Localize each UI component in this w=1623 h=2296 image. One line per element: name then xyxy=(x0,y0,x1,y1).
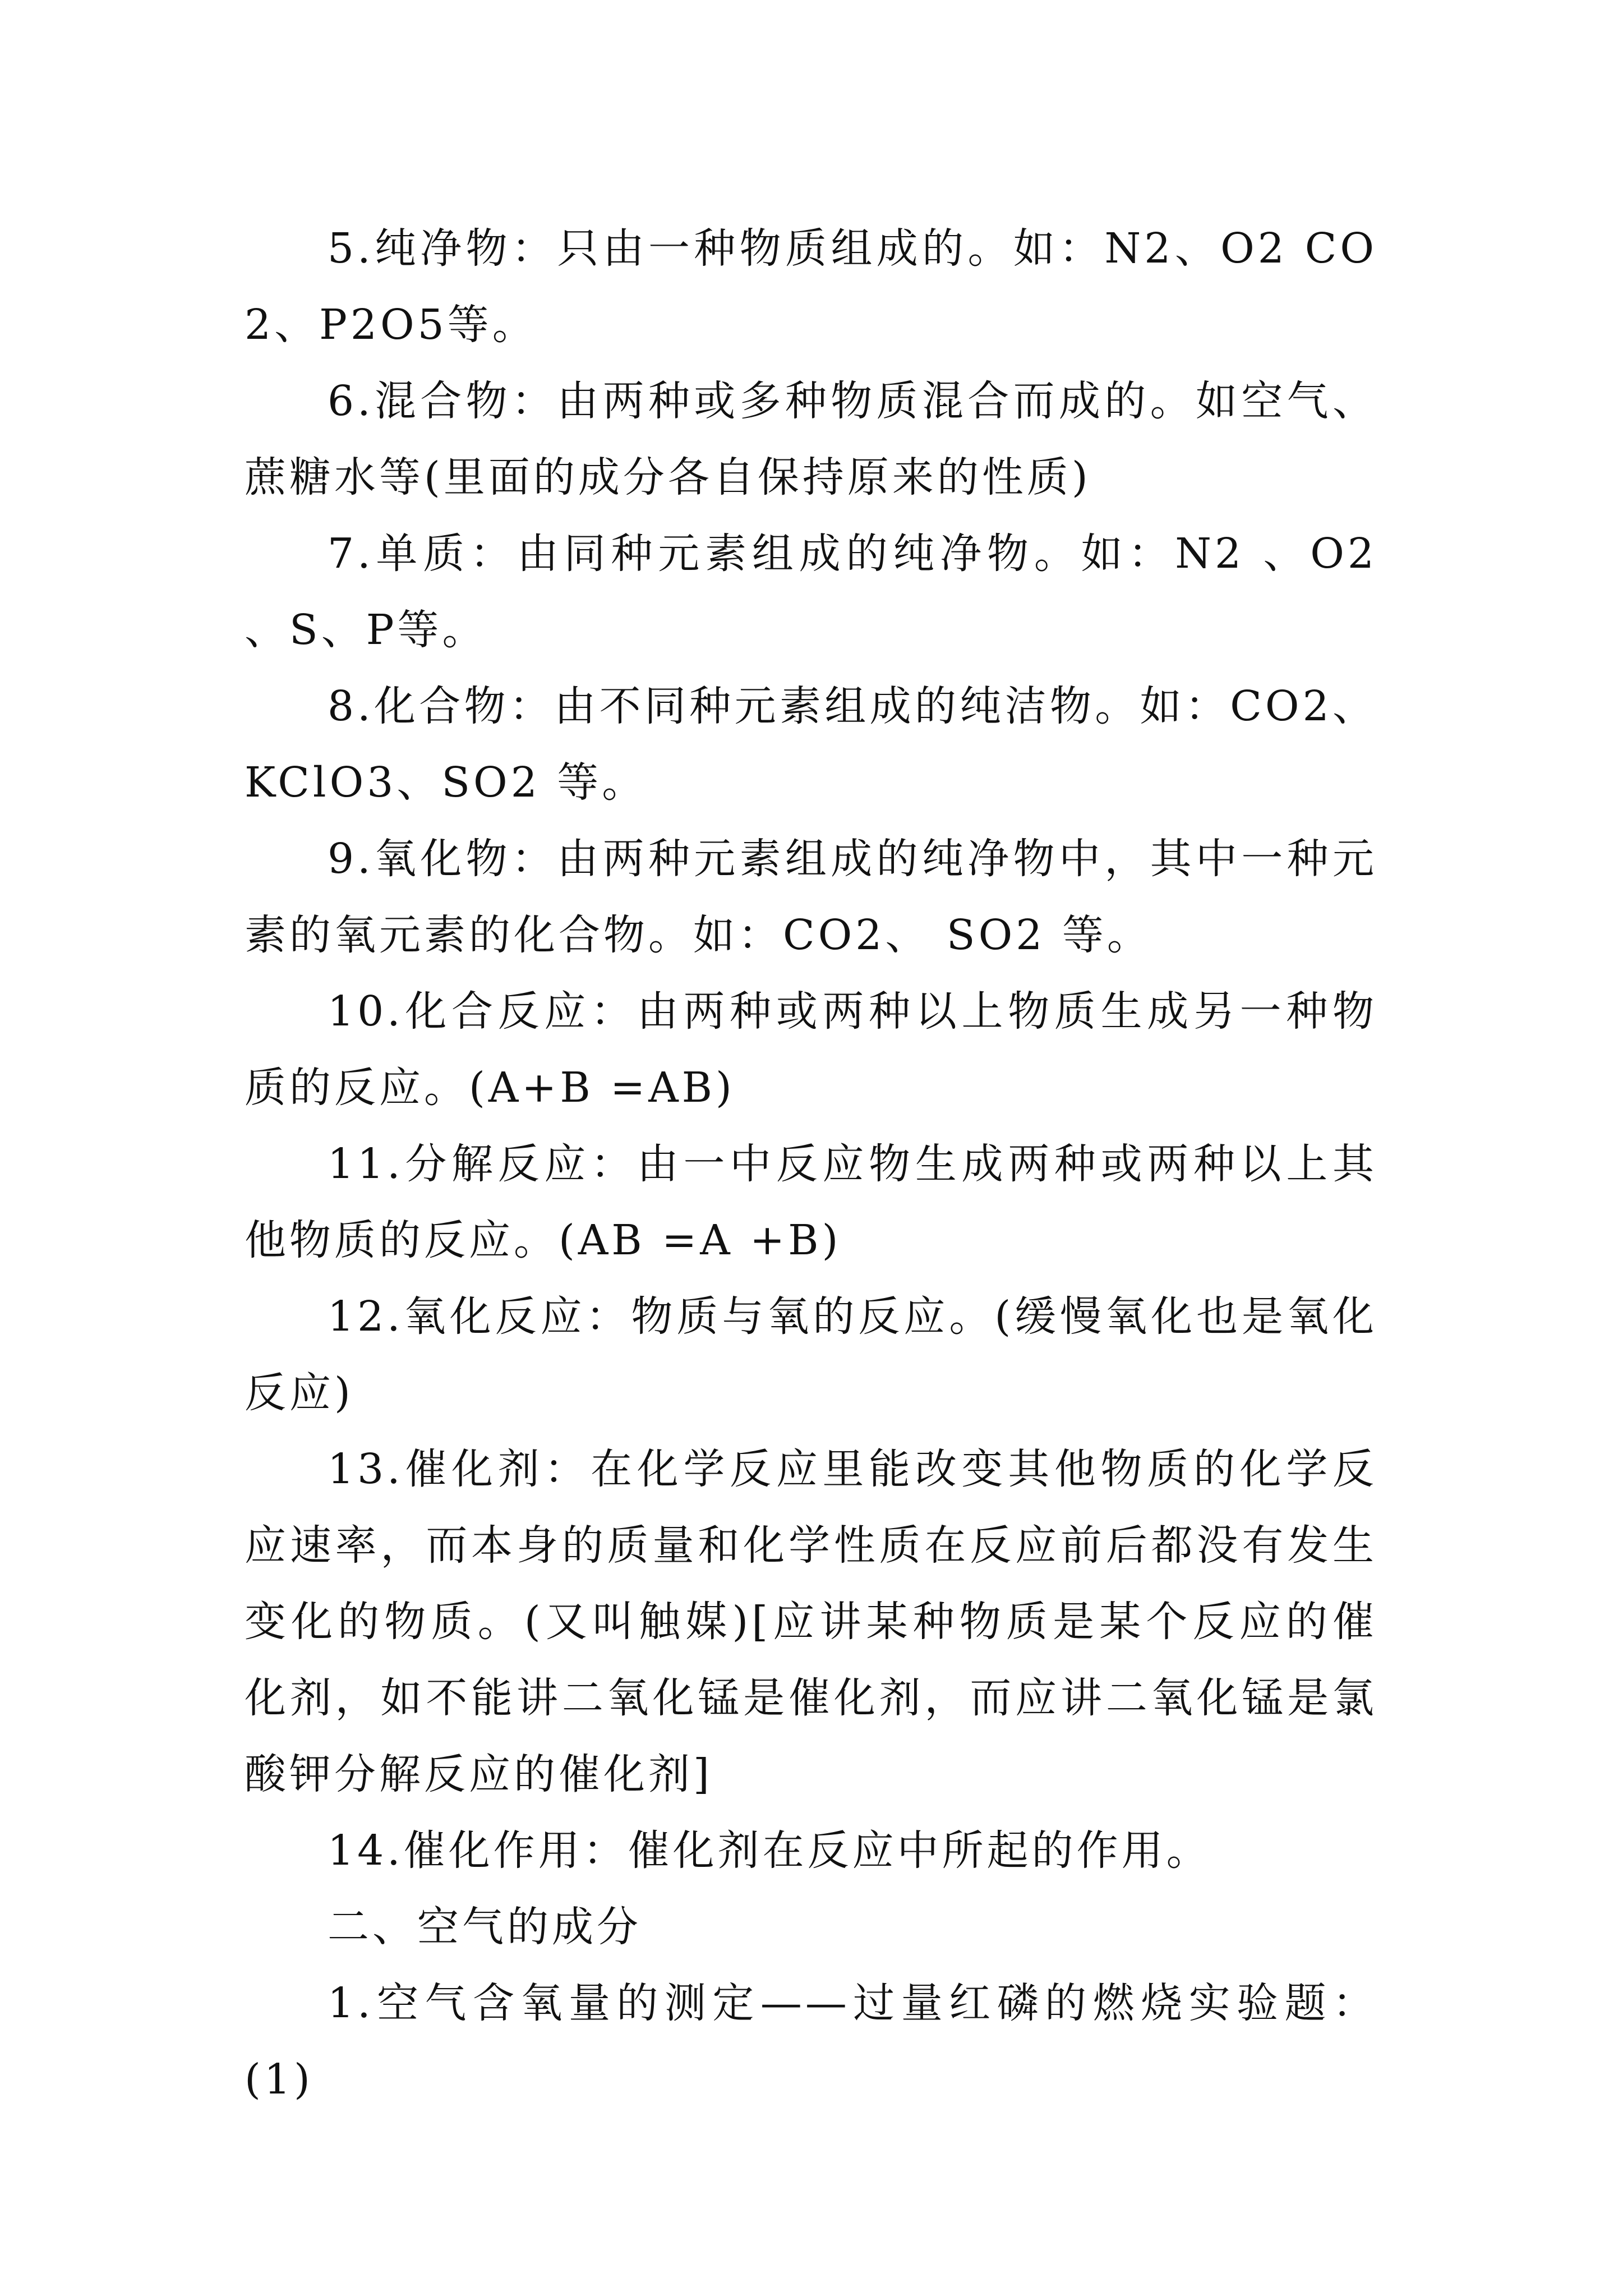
section-heading-air-composition: 二、空气的成分 xyxy=(328,1903,642,1951)
paragraph-combination-reaction: 10.化合反应：由两种或两种以上物质生成另一种物质的反应。(A+B =AB) xyxy=(245,987,1377,1112)
paragraph-oxygen-content-measurement: 1.空气含氧量的测定——过量红磷的燃烧实验题：(1) xyxy=(245,1979,1377,2104)
paragraph-catalysis: 14.催化作用：催化剂在反应中所起的作用。 xyxy=(328,1826,1211,1875)
paragraph-compound: 8.化合物：由不同种元素组成的纯洁物。如：CO2、KClO3、SO2 等。 xyxy=(245,682,1377,807)
paragraph-decomposition-reaction: 11.分解反应：由一中反应物生成两种或两种以上其他物质的反应。(AB =A +B) xyxy=(245,1140,1377,1264)
paragraph-pure-substance: 5.纯净物：只由一种物质组成的。如：N2、O2 CO2、P2O5等。 xyxy=(245,224,1377,349)
paragraph-mixture: 6.混合物：由两种或多种物质混合而成的。如空气、蔗糖水等(里面的成分各自保持原来的性质) xyxy=(245,377,1377,501)
paragraph-oxidation-reaction: 12.氧化反应：物质与氧的反应。(缓慢氧化也是氧化反应) xyxy=(245,1292,1377,1417)
paragraph-catalyst: 13.催化剂：在化学反应里能改变其他物质的化学反应速率，而本身的质量和化学性质在反应前后都没有发生变化的物质。(又叫触媒)[应讲某种物质是某个反应的催化剂，如不能讲二氧化锰是催化剂，而应讲二氧化锰是氯酸钾分解反应的催化剂] xyxy=(245,1445,1377,1798)
document-body xyxy=(245,210,1377,2118)
paragraph-element-substance: 7.单质：由同种元素组成的纯净物。如：N2 、O2 、S、P等。 xyxy=(245,530,1377,654)
paragraph-oxide: 9.氧化物：由两种元素组成的纯净物中，其中一种元素的氧元素的化合物。如：CO2、 SO2 等。 xyxy=(245,835,1377,959)
